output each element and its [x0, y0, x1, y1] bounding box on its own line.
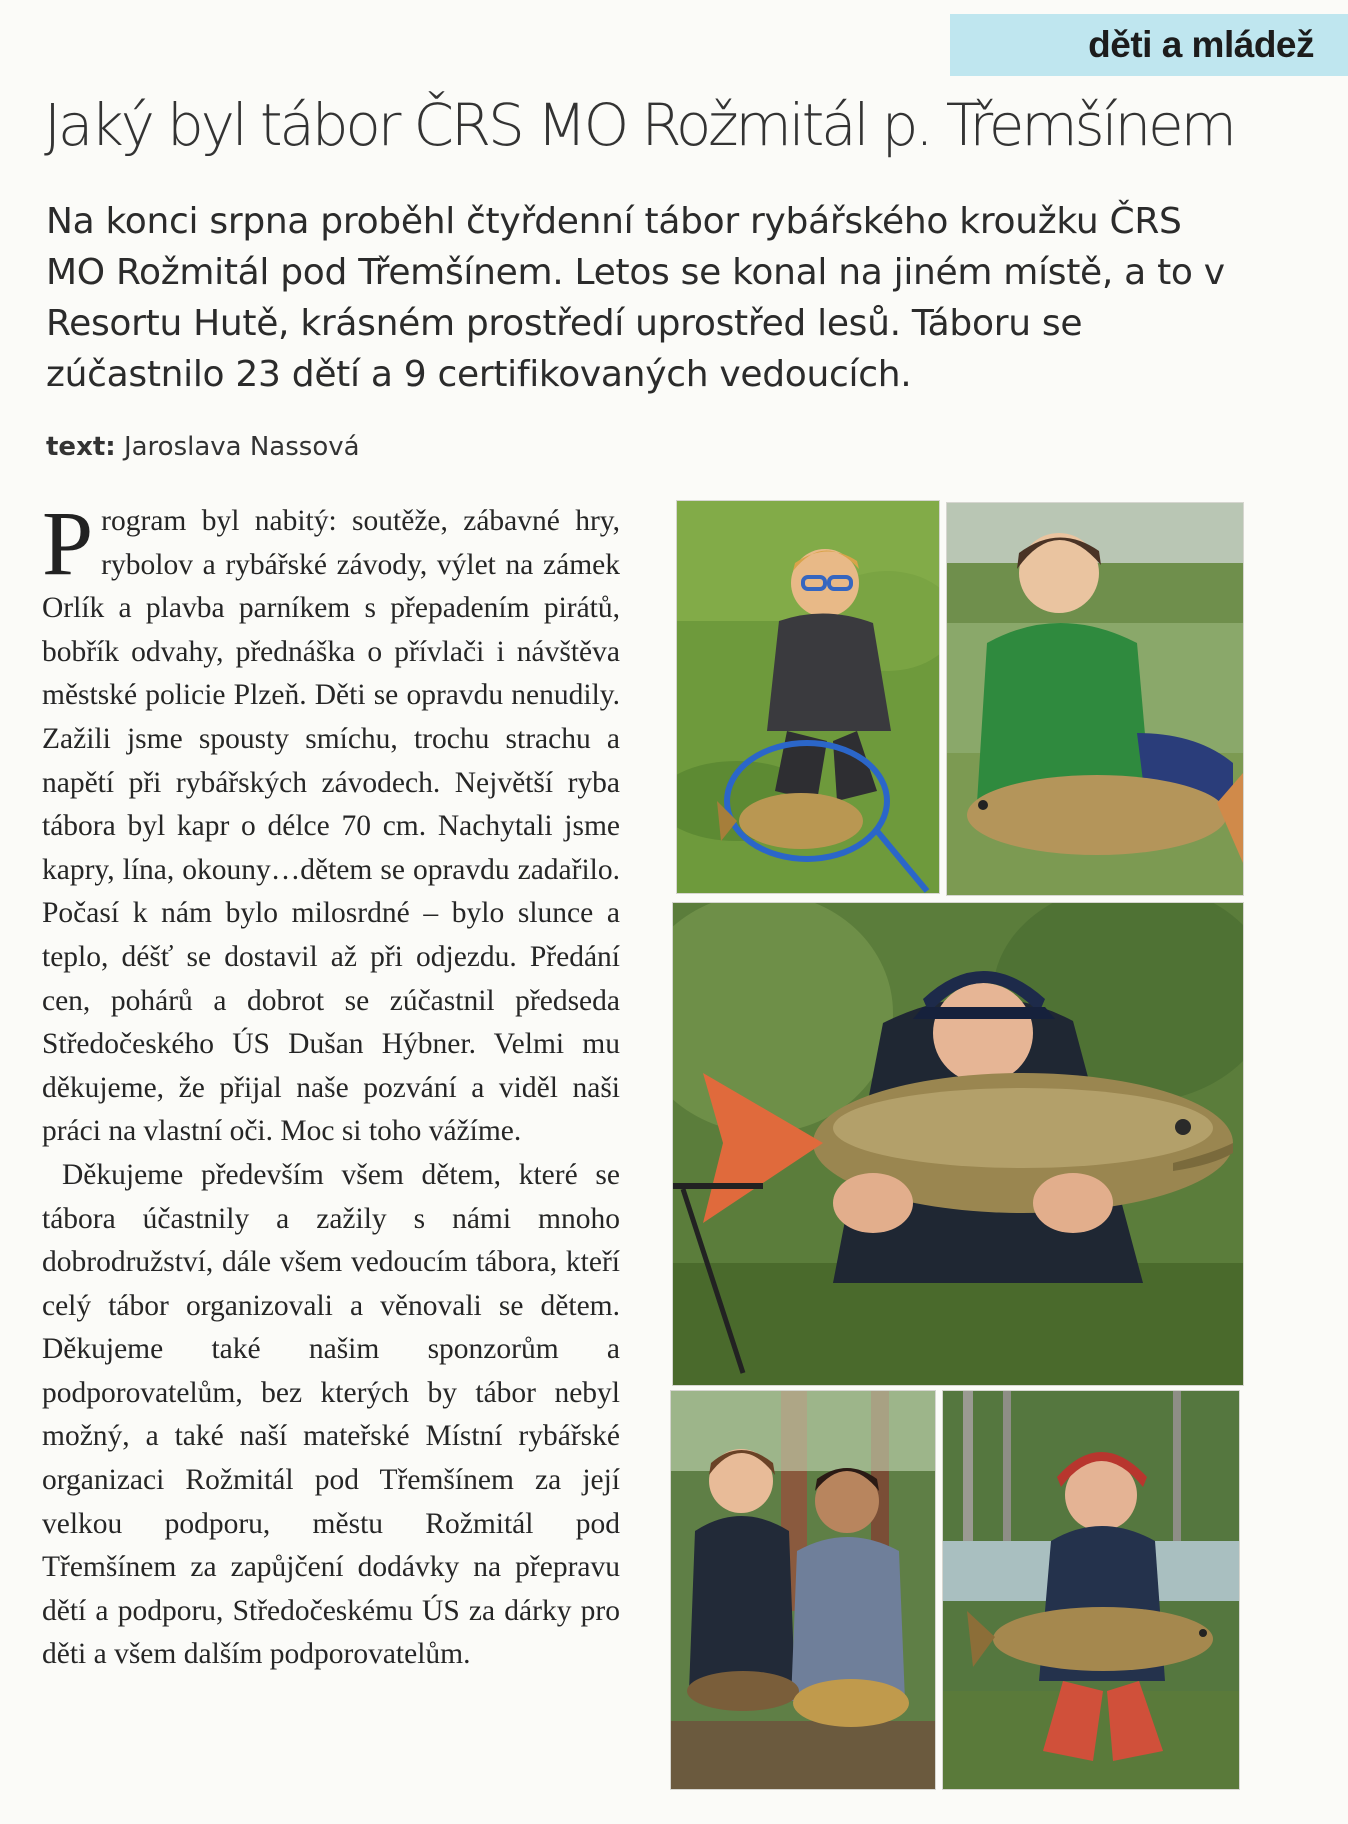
photo-boy-red-cap-carp: [942, 1390, 1240, 1790]
article-lead: Na konci srpna proběhl čtyřdenní tábor rybářského kroužku ČRS MO Rožmitál pod Třemšínem. Letos se konal na jiném místě, a to v Resortu Hutě, krásném prostředí uprostřed lesů. Táboru se zúčastnilo 23 dětí a 9 certifikovaných vedoucích.: [46, 201, 1225, 395]
photo-man-with-large-carp-image: [673, 903, 1243, 1385]
byline-author: Jaroslava Nassová: [123, 432, 360, 462]
dropcap: P: [42, 492, 94, 594]
photo-two-boys-with-fish: [670, 1390, 936, 1790]
article-body: [42, 492, 620, 1677]
photo-boy-with-landing-net: [676, 500, 940, 894]
body-paragraph-2: Děkujeme především všem dětem, které se tábora účastnily a zažily s námi mnoho dobrodružství, dále všem vedoucím tábora, kteří celý tábor organizovali a věnovali se dětem. Děkujeme také našim sponzorům a podporovatelům, bez kterých by tábor nebyl možný, a také naší mateřské Místní rybářské organizaci Rožmitál pod Třemšínem za její velkou podporu, městu Rožmitál pod Třemšínem za zapůjčení dodávky na přepravu dětí a podporu, Středočeskému ÚS za dárky pro děti a všem dalším podporovatelům.: [42, 1158, 620, 1671]
article-headline: Jaký byl tábor ČRS MO Rožmitál p. Třemšínem: [44, 91, 1234, 159]
photo-boy-red-cap-carp-image: [943, 1391, 1239, 1789]
byline: [46, 432, 360, 462]
photo-two-boys-with-fish-image: [671, 1391, 935, 1789]
section-tag: děti a mládež: [950, 14, 1348, 76]
photo-boy-with-landing-net-image: [677, 501, 939, 893]
byline-label: text:: [46, 432, 116, 462]
photo-boy-green-hoodie-carp: [946, 502, 1244, 896]
body-paragraph-1: [42, 492, 620, 1154]
photo-man-with-large-carp: [672, 902, 1244, 1386]
photo-boy-green-hoodie-carp-image: [947, 503, 1243, 895]
body-paragraph-1-text: rogram byl nabitý: soutěže, zábavné hry, rybolov a rybářské závody, výlet na zámek Orlík a plavba parníkem s přepadením pirátů, bobřík odvahy, přednáška o přívlači i návštěva městské policie Plzeň. Děti se opravdu nenudily. Zažili jsme spousty smíchu, trochu strachu a napětí při rybářských závodech. Největší ryba tábora byl kapr o délce 70 cm. Nachytali jsme kapry, lína, okouny…dětem se opravdu zadařilo. Počasí k nám bylo milosrdné – bylo slunce a teplo, déšť se dostavil až při odjezdu. Předání cen, pohárů a dobrot se zúčastnil předseda Středočeského ÚS Dušan Hýbner. Velmi mu děkujeme, že přijal naše pozvání a viděl naši práci na vlastní oči. Moc si toho vážíme.: [42, 505, 620, 1148]
